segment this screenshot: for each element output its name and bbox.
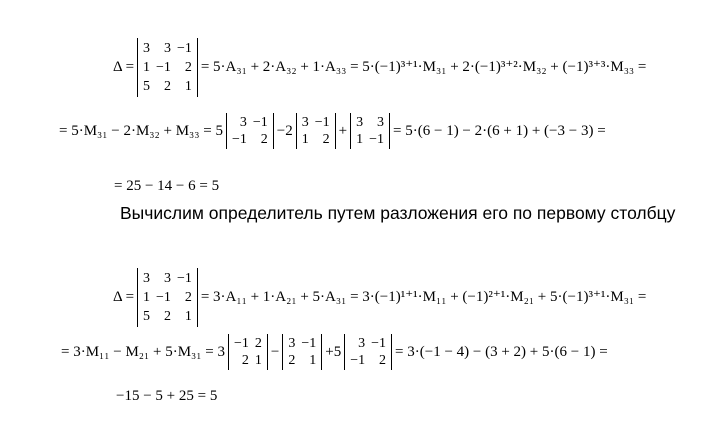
matrix-cell: 2	[163, 79, 171, 94]
matrix-cell: 2	[288, 353, 296, 368]
matrix-cell: 3	[288, 336, 296, 351]
matrix-cell: 2	[379, 353, 387, 368]
matrix-cell: −1	[252, 115, 268, 130]
equation-lhs: Δ =	[113, 59, 135, 75]
matrix-cell: 1	[301, 132, 309, 147]
matrix-cell: −1	[371, 336, 387, 351]
matrix-cell: 2	[163, 309, 171, 324]
equation-lead: = 3·M₁₁ − M₂₁ + 5·M₃₁ = 3	[61, 343, 225, 360]
matrix-cell: −1	[176, 41, 192, 56]
equation-lhs: Δ =	[113, 289, 135, 305]
matrix-cell: 2	[260, 132, 268, 147]
matrix-cell: 5	[143, 309, 151, 324]
matrix-cell: 3	[239, 115, 247, 130]
matrix-cell: 1	[309, 353, 317, 368]
equation-1-1	[112, 38, 647, 97]
section-heading: Вычислим определитель путем разложения его по первому столбцу	[120, 203, 676, 223]
determinant-3x3	[137, 38, 198, 97]
operator: +	[338, 122, 348, 139]
equation-2-1	[112, 268, 647, 327]
equation-rhs: = 3·A₁₁ + 1·A₂₁ + 5·A₃₁ = 3·(−1)¹⁺¹·M₁₁ + (−1)²⁺¹·M₂₁ + 5·(−1)³⁺¹·M₃₁ =	[200, 289, 647, 305]
matrix-cell: −1	[369, 132, 385, 147]
matrix-cell: −1	[156, 290, 171, 305]
matrix-cell: 3	[143, 271, 151, 286]
minor-determinant	[344, 334, 392, 370]
matrix-cell: 3	[143, 41, 151, 56]
matrix-cell: −1	[231, 132, 247, 147]
equation-tail: = 3·(−1 − 4) − (3 + 2) + 5·(6 − 1) =	[395, 343, 608, 360]
minor-determinant	[296, 113, 336, 149]
matrix-cell: 3	[377, 115, 385, 130]
equation-1-3: = 25 − 14 − 6 = 5	[114, 178, 220, 194]
minor-determinant	[350, 113, 390, 149]
matrix-cell: 3	[163, 271, 171, 286]
operator: −	[270, 343, 280, 360]
matrix-cell: 3	[163, 41, 171, 56]
matrix-cell: 5	[143, 79, 151, 94]
matrix-cell: 2	[322, 132, 330, 147]
operator: −2	[276, 122, 293, 139]
matrix-cell: −1	[350, 353, 366, 368]
equation-2-2	[60, 334, 609, 370]
matrix-cell: −1	[233, 336, 249, 351]
matrix-cell: 1	[356, 132, 364, 147]
equation-tail: = 5·(6 − 1) − 2·(6 + 1) + (−3 − 3) =	[393, 122, 606, 139]
matrix-cell: 1	[143, 290, 151, 305]
matrix-cell: 1	[254, 353, 262, 368]
matrix-cell: 1	[143, 60, 151, 75]
determinant-3x3	[137, 268, 198, 327]
minor-determinant	[226, 113, 274, 149]
minor-determinant	[282, 334, 322, 370]
matrix-cell: −1	[314, 115, 330, 130]
matrix-cell: 3	[356, 115, 364, 130]
minor-determinant	[228, 334, 268, 370]
matrix-cell: 2	[241, 353, 249, 368]
matrix-cell: 1	[184, 79, 192, 94]
matrix-cell: 2	[184, 290, 192, 305]
matrix-cell: 2	[254, 336, 262, 351]
matrix-cell: 3	[301, 115, 309, 130]
matrix-cell: 1	[184, 309, 192, 324]
matrix-cell: 2	[184, 60, 192, 75]
matrix-cell: −1	[156, 60, 171, 75]
matrix-cell: 3	[358, 336, 366, 351]
operator: +5	[325, 343, 342, 360]
matrix-cell: −1	[176, 271, 192, 286]
equation-1-2	[58, 113, 607, 149]
equation-2-3: −15 − 5 + 25 = 5	[116, 388, 218, 404]
matrix-cell: −1	[301, 336, 317, 351]
equation-lead: = 5·M₃₁ − 2·M₃₂ + M₃₃ = 5	[59, 122, 223, 139]
equation-rhs: = 5·A₃₁ + 2·A₃₂ + 1·A₃₃ = 5·(−1)³⁺¹·M₃₁ + 2·(−1)³⁺²·M₃₂ + (−1)³⁺³·M₃₃ =	[200, 59, 647, 75]
